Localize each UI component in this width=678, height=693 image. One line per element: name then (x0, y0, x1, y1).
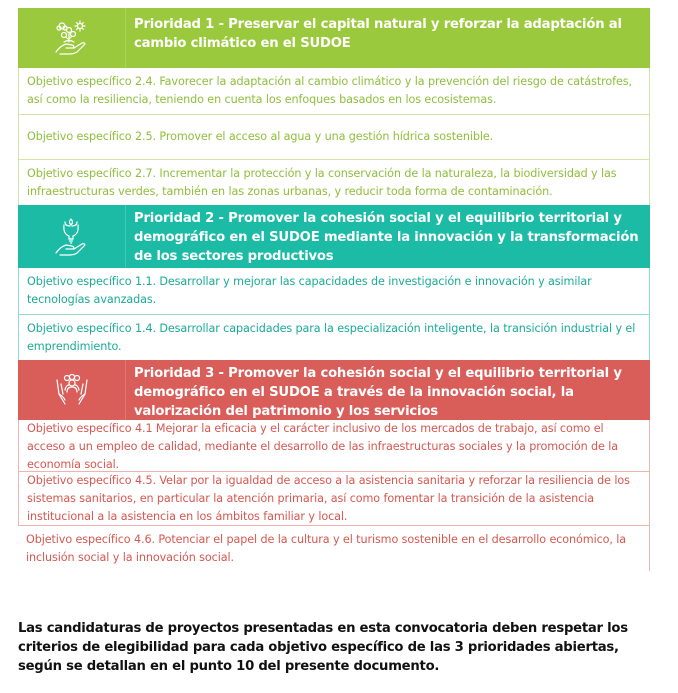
plant-in-hand-icon (52, 20, 92, 56)
objective-row (18, 160, 650, 205)
objective-text: Objetivo específico 2.4. Favorecer la adaptación al cambio climático y la prevención del riesgo de catástrofes, así como la resiliencia, teniendo en cuenta los enfoques basados en los ecosistemas. (27, 75, 632, 106)
objective-text: Objetivo específico 4.5. Velar por la igualdad de acceso a la asistencia sanitaria y reforzar la resiliencia de los sistemas sanitarios, en particular la atención primaria, así como fomentar la transición de la asistencia institucional a la asistencia en los ámbitos familiar y local. (27, 474, 630, 523)
priority-3-title: Prioridad 3 - Promover la cohesión social y el equilibrio territorial y demográfico en el SUDOE a través de la innovación social, la valorización del patrimonio y los servicios (134, 366, 622, 419)
objective-text: Objetivo específico 2.7. Incrementar la protección y la conservación de la naturaleza, la biodiversidad y las infraestructuras verdes, también en las zonas urbanas, y reducir toda forma de contaminación. (27, 166, 617, 198)
priority-2-title: Prioridad 2 - Promover la cohesión social y el equilibrio territorial y demográfico en el SUDOE mediante la innovación y la transformación de los sectores productivos (134, 211, 639, 264)
priority-1-header (18, 8, 650, 68)
objective-row (18, 526, 650, 571)
objective-text: Objetivo específico 1.4. Desarrollar capacidades para la especialización inteligente, la transición industrial y el emprendimiento. (27, 321, 636, 353)
objective-row (18, 315, 650, 360)
objective-row (18, 268, 650, 315)
lightbulb-in-hand-icon (52, 217, 92, 257)
objective-row (18, 472, 650, 526)
objective-row (18, 115, 650, 160)
priority-2-icon-cell (18, 205, 126, 268)
objective-text: Objetivo específico 4.1 Mejorar la eficacia y el carácter inclusivo de los mercados de trabajo, así como el acceso a un empleo de calidad, mediante el desarrollo de las infraestructuras sociales y la promoción de la economía social. (27, 422, 619, 471)
people-in-hands-icon (52, 372, 92, 408)
priority-1-title: Prioridad 1 - Preservar el capital natural y reforzar la adaptación al cambio climático en el SUDOE (134, 17, 622, 51)
priority-3-header (18, 360, 650, 420)
objective-row (18, 68, 650, 115)
eligibility-note: Las candidaturas de proyectos presentadas en esta convocatoria deben respetar los criterios de elegibilidad para cada objetivo específico de las 3 prioridades abiertas, según se detallan en el punto 10 del presente documento. (18, 621, 628, 675)
priorities-table (18, 8, 650, 571)
priority-1-icon-cell (18, 8, 126, 68)
objective-text: Objetivo específico 4.6. Potenciar el papel de la cultura y el turismo sostenible en el desarrollo económico, la inclusión social y la innovación social. (26, 532, 627, 564)
objective-row (18, 420, 650, 472)
priority-2-header (18, 205, 650, 268)
priority-3-icon-cell (18, 360, 126, 420)
objective-text: Objetivo específico 1.1. Desarrollar y mejorar las capacidades de investigación e innovación y asimilar tecnologías avanzadas. (27, 275, 592, 306)
objective-text: Objetivo específico 2.5. Promover el acceso al agua y una gestión hídrica sostenible. (27, 130, 494, 143)
